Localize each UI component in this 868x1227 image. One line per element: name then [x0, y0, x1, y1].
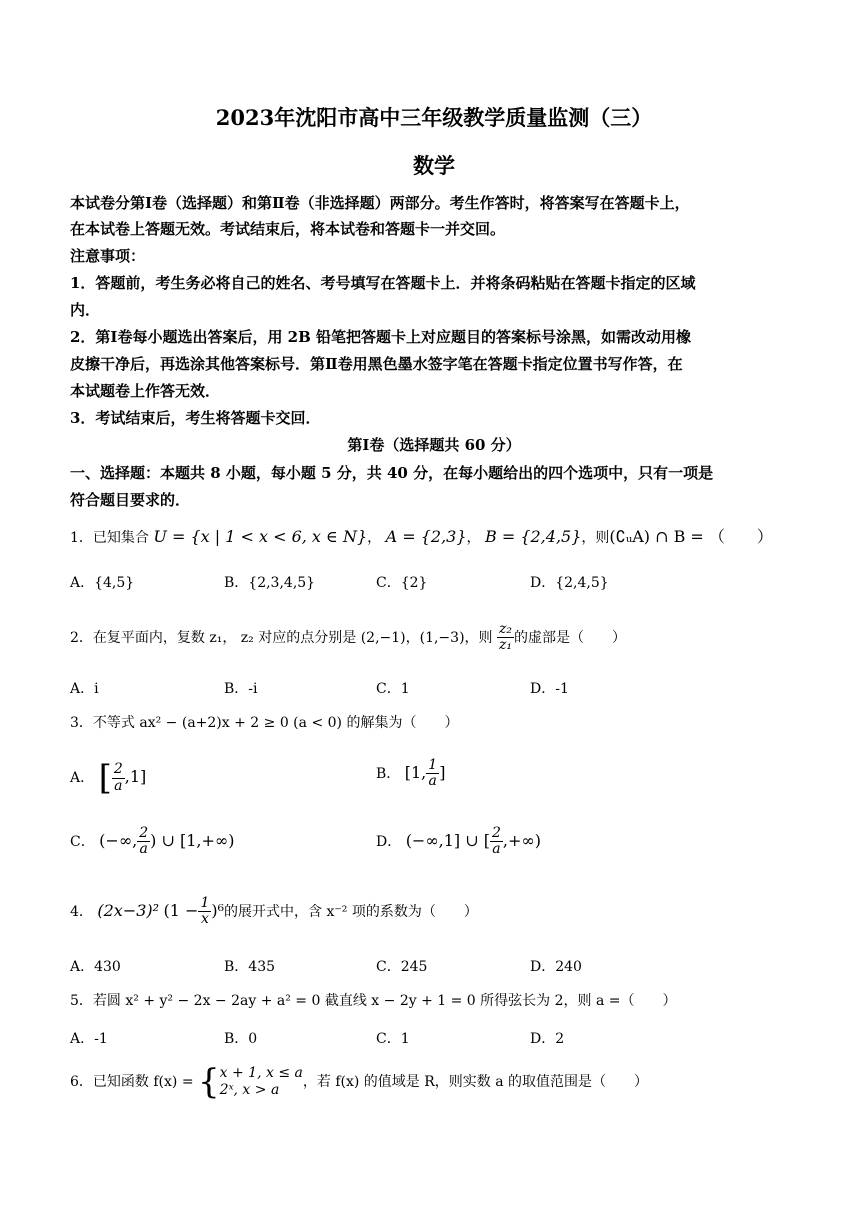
q4-option-d: D．240	[530, 959, 582, 975]
q3-b-right: ]	[439, 762, 446, 782]
q3-c-frac	[137, 826, 150, 858]
notice-3: 3．考试结束后，考生将答题卡交回．	[70, 409, 321, 427]
q4-option-a: A．430	[70, 959, 121, 975]
q5-option-b: B．0	[224, 1031, 258, 1047]
q3-a-right: ,1]	[124, 767, 147, 786]
q6-pre: 已知函数 f(x) =	[92, 1074, 194, 1090]
q2-option-c: C．1	[376, 681, 410, 697]
intro-line-2: 在本试卷上答题无效。考试结束后，将本试卷和答题卡一并交回。	[70, 220, 506, 238]
part1-heading: 第Ⅰ卷（选择题共 60 分）	[347, 436, 521, 454]
q3-a-frac	[112, 762, 125, 794]
q3-c-fn: 2	[139, 825, 149, 841]
q2-frac-den: z₁	[499, 637, 512, 654]
q5-option-a: A．-1	[70, 1031, 108, 1047]
q3-b-left: [1,	[404, 762, 427, 782]
q3-a-fn: 2	[113, 761, 123, 778]
question-1: 1．已知集合 U = {x | 1 < x < 6, x ∈ N}， A = {2,3}， B = {2,4,5}，则(∁ᵤA) ∩ B = （ ）	[70, 527, 773, 546]
q3-a-label: A．	[70, 770, 95, 786]
q3-option-b	[376, 758, 445, 790]
q1-set-b: B = {2,4,5}	[484, 527, 582, 546]
q6-text: ，若 f(x) 的值域是 R，则实数 a 的取值范围是（ ）	[302, 1074, 649, 1090]
q3-c-fd: a	[139, 841, 148, 858]
q3-text: 不等式 ax² − (a+2)x + 2 ≥ 0 (a < 0) 的解集为（ ）	[92, 715, 459, 731]
notice-1b: 内．	[70, 301, 101, 319]
question-6	[70, 1062, 648, 1102]
q2-frac-num: z₂	[499, 621, 512, 637]
q3-b-frac	[426, 758, 439, 790]
q3-a-fd: a	[114, 777, 123, 794]
q3-a-left: [	[98, 758, 112, 798]
q4-frac	[198, 896, 211, 928]
question-4	[70, 896, 478, 928]
q1-option-a: A．{4,5}	[70, 575, 135, 591]
q5-option-c: C．1	[376, 1031, 410, 1047]
q3-b-label: B．	[376, 765, 401, 782]
q3-c-label: C．	[70, 833, 95, 850]
notice-2c: 本试题卷上作答无效．	[70, 382, 221, 400]
q4-expr-b: (1 −	[163, 900, 199, 920]
q6-case-1: x + 1, x ≤ a	[219, 1065, 303, 1082]
q3-number: 3．	[70, 715, 93, 731]
notice-2b: 皮擦干净后，再选涂其他答案标号．第Ⅱ卷用黑色墨水签字笔在答题卡指定位置书写作答，在	[70, 355, 683, 373]
q5-number: 5．	[70, 993, 93, 1009]
intro-line-1: 本试卷分第Ⅰ卷（选择题）和第Ⅱ卷（非选择题）两部分。考生作答时，将答案写在答题卡上，	[70, 194, 690, 212]
part1-instr-2: 符合题目要求的．	[70, 491, 191, 509]
q1-expr: (∁ᵤA) ∩ B = （ ）	[609, 527, 773, 546]
q2-text: 在复平面内，复数 z₁， z₂ 对应的点分别是 (2,−1)，(1,−3)，则	[92, 629, 493, 646]
q2-fraction	[497, 622, 514, 654]
exam-title: 2023年沈阳市高中三年级教学质量监测（三）	[215, 105, 653, 130]
question-5	[70, 990, 677, 1010]
q3-d-label: D．	[376, 833, 402, 850]
q3-c-left: (−∞,	[99, 830, 138, 850]
q2-option-d: D．-1	[530, 681, 569, 697]
q4-option-b: B．435	[224, 959, 276, 975]
q3-b-fd: a	[428, 773, 437, 790]
q3-b-fn: 1	[428, 757, 438, 773]
q4-number: 4．	[70, 903, 93, 920]
notice-2a: 2．第Ⅰ卷每小题选出答案后，用 2B 铅笔把答题卡上对应题目的答案标号涂黑，如需改动用橡	[70, 328, 692, 346]
q3-d-fd: a	[492, 841, 501, 858]
notice-1a: 1．答题前，考生务必将自己的姓名、考号填写在答题卡上．并将条码粘贴在答题卡指定的区域	[70, 274, 696, 292]
q3-c-right: ) ∪ [1,+∞)	[150, 830, 235, 850]
q4-fn: 1	[200, 895, 210, 911]
q6-number: 6．	[70, 1074, 93, 1090]
q6-brace: {	[198, 1062, 220, 1102]
q4-expr-c: )⁶	[211, 900, 225, 920]
q3-d-frac	[490, 826, 503, 858]
q1-option-d: D．{2,4,5}	[530, 575, 609, 591]
q4-fd: x	[200, 911, 209, 928]
q2-option-a: A．i	[70, 681, 99, 697]
subject-title: 数学	[413, 153, 455, 178]
q6-case-2: 2ˣ, x > a	[219, 1082, 280, 1098]
q5-text: 若圆 x² + y² − 2x − 2ay + a² = 0 截直线 x − 2y + 1 = 0 所得弦长为 2，则 a =（ ）	[92, 993, 677, 1009]
q4-expr-a: (2x−3)²	[97, 900, 160, 920]
q2-tail: 的虚部是（ ）	[514, 629, 626, 646]
notice-heading: 注意事项：	[70, 247, 146, 265]
q1-set-u: U = {x | 1 < x < 6, x ∈ N}	[153, 527, 368, 546]
q3-option-d	[376, 826, 541, 858]
q2-number: 2．	[70, 629, 93, 646]
q2-option-b: B．-i	[224, 681, 258, 697]
q1-ask-pre: 则	[595, 530, 610, 546]
q5-option-d: D．2	[530, 1031, 565, 1047]
part1-instr-1: 一、选择题：本题共 8 小题，每小题 5 分，共 40 分，在每小题给出的四个选项中，只有一项是	[70, 464, 714, 482]
q6-piecewise	[220, 1065, 303, 1099]
question-2	[70, 622, 626, 654]
q4-text: 的展开式中，含 x⁻² 项的系数为（ ）	[224, 903, 478, 920]
q3-option-c	[70, 826, 234, 858]
q4-option-c: C．245	[376, 959, 428, 975]
q3-d-right: ,+∞)	[502, 830, 541, 850]
q3-d-left: (−∞,1] ∪ [	[405, 830, 490, 850]
q1-option-b: B．{2,3,4,5}	[224, 575, 316, 591]
q1-number: 1．	[70, 530, 93, 546]
q3-d-fn: 2	[492, 825, 501, 841]
q1-option-c: C．{2}	[376, 575, 428, 591]
q3-option-a	[70, 758, 146, 798]
question-3	[70, 712, 458, 732]
q1-set-a: A = {2,3}	[385, 527, 467, 546]
q1-pre: 已知集合	[92, 530, 149, 546]
